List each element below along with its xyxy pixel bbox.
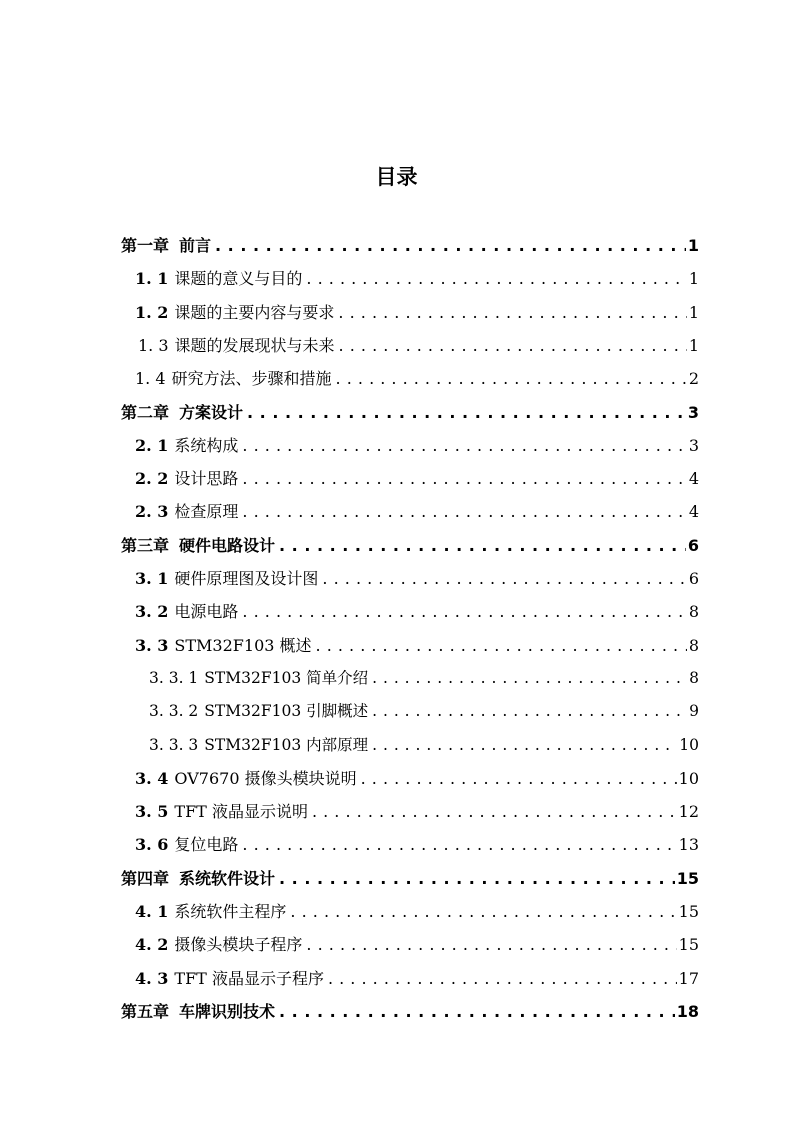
toc-entry-page-number: 4 [688, 502, 699, 522]
toc-leader-dots [290, 895, 676, 928]
toc-entry-title: TFT 液晶显示说明 [174, 802, 308, 822]
toc-leader-dots [336, 362, 687, 395]
toc-section-entry[interactable] [135, 429, 699, 462]
toc-entry-number: 3. 3 [135, 635, 169, 655]
toc-entry-number: 4. 1 [135, 902, 169, 921]
toc-leader-dots [372, 729, 677, 762]
toc-entry-page-number: 1 [688, 335, 699, 355]
toc-entry-page-number: 3 [687, 402, 699, 422]
toc-entry-number: 4. 2 [135, 935, 169, 955]
toc-entry-page-number: 12 [678, 802, 699, 822]
toc-entry-title: 方案设计 [179, 402, 244, 422]
toc-entry-title: 复位电路 [174, 835, 239, 855]
toc-entry-title: 硬件电路设计 [179, 535, 276, 555]
toc-section-entry[interactable] [135, 495, 699, 528]
toc-entry-title: 电源电路 [174, 602, 239, 622]
toc-entry-number: 第四章 [121, 868, 170, 888]
toc-entry-number: 3. 3. 2 [149, 702, 199, 721]
toc-chapter-entry[interactable] [121, 862, 699, 895]
toc-leader-dots [312, 795, 677, 828]
toc-entry-page-number: 1 [688, 302, 699, 322]
toc-leader-dots [361, 762, 677, 795]
toc-entry-number: 1. 3 [138, 335, 169, 355]
toc-leader-dots [306, 928, 676, 961]
toc-leader-dots [242, 429, 686, 462]
toc-leader-dots [279, 995, 675, 1028]
toc-subsection-entry[interactable] [149, 695, 699, 728]
toc-entry-title: 检查原理 [174, 502, 239, 522]
toc-section-entry[interactable] [135, 928, 699, 961]
toc-entry-title: 系统构成 [174, 435, 239, 455]
toc-entry-number: 3. 3. 1 [149, 668, 199, 687]
toc-section-entry[interactable] [135, 795, 699, 828]
toc-section-entry[interactable] [135, 562, 699, 595]
toc-chapter-entry[interactable] [121, 229, 699, 262]
toc-chapter-entry[interactable] [121, 995, 699, 1028]
toc-entry-title: OV7670 摄像头模块说明 [174, 768, 357, 788]
toc-entry-number: 第三章 [121, 535, 170, 555]
toc-entry-title: 摄像头模块子程序 [174, 935, 303, 955]
toc-entry-title: STM32F103 引脚概述 [204, 702, 369, 721]
toc-entry-number: 3. 2 [135, 602, 169, 622]
toc-entry-page-number: 15 [678, 935, 699, 955]
toc-entry-page-number: 10 [679, 735, 699, 754]
toc-entry-number: 3. 1 [135, 569, 169, 588]
toc-entry-number: 4. 3 [135, 968, 169, 988]
toc-chapter-entry[interactable] [121, 529, 699, 562]
toc-entry-page-number: 13 [678, 835, 699, 855]
toc-entry-number: 3. 3. 3 [149, 735, 199, 754]
toc-entry-page-number: 3 [688, 435, 699, 455]
toc-entry-title: STM32F103 内部原理 [204, 735, 369, 754]
toc-leader-dots [372, 662, 687, 695]
toc-leader-dots [279, 862, 675, 895]
toc-leader-dots [279, 529, 686, 562]
toc-leader-dots [242, 828, 676, 861]
toc-section-entry[interactable] [135, 629, 699, 662]
toc-section-entry[interactable] [135, 262, 699, 295]
toc-entry-number: 2. 2 [135, 469, 169, 489]
toc-entry-page-number: 18 [676, 1001, 699, 1021]
toc-entry-number: 第一章 [121, 236, 170, 255]
toc-entry-page-number: 6 [687, 535, 699, 555]
page-title: 目录 [375, 165, 418, 189]
toc-entry-title: STM32F103 简单介绍 [204, 668, 369, 687]
toc-leader-dots [306, 262, 686, 295]
toc-entry-title: 系统软件设计 [179, 868, 276, 888]
toc-section-entry[interactable] [138, 329, 699, 362]
toc-entry-title: 前言 [179, 236, 212, 255]
toc-chapter-entry[interactable] [121, 396, 699, 429]
toc-section-entry[interactable] [135, 462, 699, 495]
toc-section-entry[interactable] [135, 762, 699, 795]
toc-leader-dots [339, 329, 687, 362]
toc-entry-number: 2. 1 [135, 435, 169, 455]
toc-entry-title: TFT 液晶显示子程序 [174, 968, 324, 988]
toc-entry-number: 3. 5 [135, 802, 169, 822]
toc-entry-title: 设计思路 [174, 469, 239, 489]
toc-entry-number: 第五章 [121, 1001, 170, 1021]
toc-entry-number: 3. 6 [135, 835, 169, 855]
toc-entry-page-number: 6 [688, 569, 699, 588]
toc-entry-title: 课题的意义与目的 [174, 269, 303, 289]
toc-entry-page-number: 4 [688, 469, 699, 489]
toc-entry-number: 1. 4 [135, 369, 166, 389]
toc-section-entry[interactable] [135, 895, 699, 928]
toc-entry-page-number: 17 [678, 968, 699, 988]
toc-entry-page-number: 10 [678, 768, 699, 788]
toc-subsection-entry[interactable] [149, 729, 699, 762]
toc-entry-page-number: 15 [678, 902, 699, 921]
toc-entry-title: 课题的主要内容与要求 [174, 302, 335, 322]
toc-entry-number: 1. 1 [135, 269, 169, 289]
toc-leader-dots [322, 562, 686, 595]
toc-entry-page-number: 9 [689, 702, 699, 721]
toc-section-entry[interactable] [135, 828, 699, 861]
toc-leader-dots [316, 629, 687, 662]
toc-entry-page-number: 8 [688, 602, 699, 622]
toc-entry-title: 硬件原理图及设计图 [174, 569, 319, 588]
toc-subsection-entry[interactable] [149, 662, 699, 695]
toc-entry-page-number: 8 [689, 668, 699, 687]
toc-entry-number: 1. 2 [135, 302, 169, 322]
toc-entry-title: 系统软件主程序 [174, 902, 287, 921]
toc-leader-dots [215, 229, 686, 262]
toc-leader-dots [372, 695, 687, 728]
toc-leader-dots [247, 396, 686, 429]
toc-section-entry[interactable] [135, 362, 699, 395]
toc-entry-title: 研究方法、步骤和措施 [171, 369, 332, 389]
toc-entry-page-number: 1 [688, 269, 699, 289]
toc-entry-page-number: 8 [688, 635, 699, 655]
toc-entry-page-number: 2 [688, 369, 699, 389]
toc-section-entry[interactable] [135, 595, 699, 628]
toc-section-entry[interactable] [135, 962, 699, 995]
toc-entry-title: STM32F103 概述 [174, 635, 312, 655]
toc-entry-title: 课题的发展现状与未来 [174, 335, 335, 355]
toc-entry-page-number: 1 [687, 236, 699, 255]
toc-section-entry[interactable] [135, 296, 699, 329]
toc-entry-title: 车牌识别技术 [179, 1001, 276, 1021]
toc-entry-number: 2. 3 [135, 502, 169, 522]
toc-leader-dots [242, 495, 686, 528]
toc-entry-number: 第二章 [121, 402, 170, 422]
toc-entry-page-number: 15 [676, 868, 699, 888]
toc-leader-dots [242, 595, 686, 628]
toc-leader-dots [328, 962, 677, 995]
toc-leader-dots [242, 462, 686, 495]
toc-leader-dots [338, 296, 686, 329]
toc-entry-number: 3. 4 [135, 768, 169, 788]
